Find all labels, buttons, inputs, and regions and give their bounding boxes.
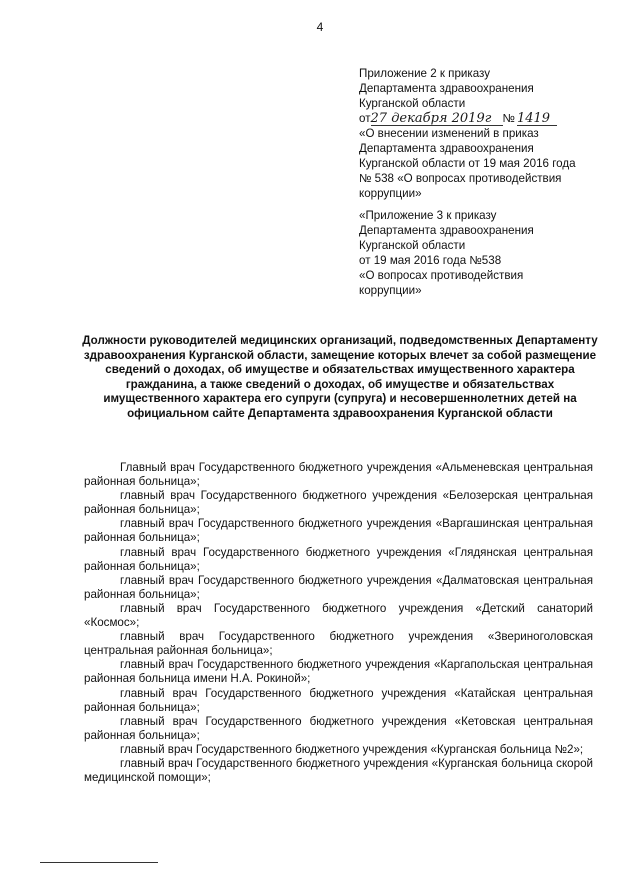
list-item: главный врач Государственного бюджетного учреждения «Кетовская центральная районная больница»; bbox=[84, 714, 593, 742]
list-item: главный врач Государственного бюджетного учреждения «Курганская больница скорой медицинской помощи»; bbox=[84, 756, 593, 785]
appendix-2-line-7: Курганской области от 19 мая 2016 года bbox=[359, 157, 576, 170]
appendix-2-line-9: коррупции» bbox=[359, 187, 422, 200]
appendix-3-line-3: Курганской области bbox=[359, 239, 466, 252]
document-title: Должности руководителей медицинских организаций, подведомственных Департаменту здравоохранения Курганской области, замещение которых влечет за собой размещение сведений о доходах, об имуществе и обязательствах имущественного характера гражданина, а также сведений о доходах, об имуществе и обязательствах имущественного характера его супруги (супруга) и несовершеннолетних детей на официальном сайте Департамента здравоохранения Курганской области bbox=[82, 334, 598, 420]
appendix-3-line-1: «Приложение 3 к приказу bbox=[359, 209, 497, 222]
appendix-2-line-3: Курганской области bbox=[359, 97, 466, 110]
list-item: главный врач Государственного бюджетного учреждения «Курганская больница №2»; bbox=[120, 742, 584, 756]
number-prefix: № bbox=[502, 112, 515, 125]
list-item: главный врач Государственного бюджетного учреждения «Звериноголовская центральная районная больница»; bbox=[84, 630, 593, 658]
appendix-3-line-5: «О вопросах противодействия bbox=[359, 269, 524, 282]
appendix-3-line-6: коррупции» bbox=[359, 284, 422, 297]
appendix-2-date-line bbox=[359, 111, 599, 126]
appendix-2-line-6: Департамента здравоохранения bbox=[359, 142, 534, 155]
appendix-3-block bbox=[359, 208, 599, 298]
page-number: 4 bbox=[316, 20, 324, 34]
footnote-separator bbox=[40, 862, 158, 863]
handwritten-order-number: 1419 bbox=[517, 112, 557, 126]
list-item: главный врач Государственного бюджетного учреждения «Глядянская центральная районная больница»; bbox=[84, 545, 593, 573]
appendix-2-block bbox=[359, 66, 599, 201]
appendix-3-line-2: Департамента здравоохранения bbox=[359, 224, 534, 237]
list-item: главный врач Государственного бюджетного учреждения «Детский санаторий «Космос»; bbox=[84, 601, 593, 630]
list-item: главный врач Государственного бюджетного учреждения «Белозерская центральная районная больница»; bbox=[84, 489, 593, 517]
handwritten-date: 27 декабря 2019г bbox=[371, 112, 503, 126]
list-item: главный врач Государственного бюджетного учреждения «Варгашинская центральная районная больница»; bbox=[84, 517, 593, 545]
list-item: главный врач Государственного бюджетного учреждения «Катайская центральная районная больница»; bbox=[84, 686, 593, 714]
appendix-2-line-8: № 538 «О вопросах противодействия bbox=[359, 172, 562, 185]
appendix-2-line-5: «О внесении изменений в приказ bbox=[359, 127, 539, 140]
date-prefix: от bbox=[359, 112, 371, 125]
appendix-3-line-4: от 19 мая 2016 года №538 bbox=[359, 254, 502, 267]
appendix-2-line-2: Департамента здравоохранения bbox=[359, 82, 534, 95]
positions-list bbox=[84, 461, 593, 785]
list-item: главный врач Государственного бюджетного учреждения «Далматовская центральная районная больница»; bbox=[84, 573, 593, 601]
list-item: Главный врач Государственного бюджетного учреждения «Альменевская центральная районная больница»; bbox=[84, 461, 593, 489]
list-item: главный врач Государственного бюджетного учреждения «Каргапольская центральная районная больница имени Н.А. Рокиной»; bbox=[84, 658, 593, 686]
appendix-2-line-1: Приложение 2 к приказу bbox=[359, 67, 491, 80]
